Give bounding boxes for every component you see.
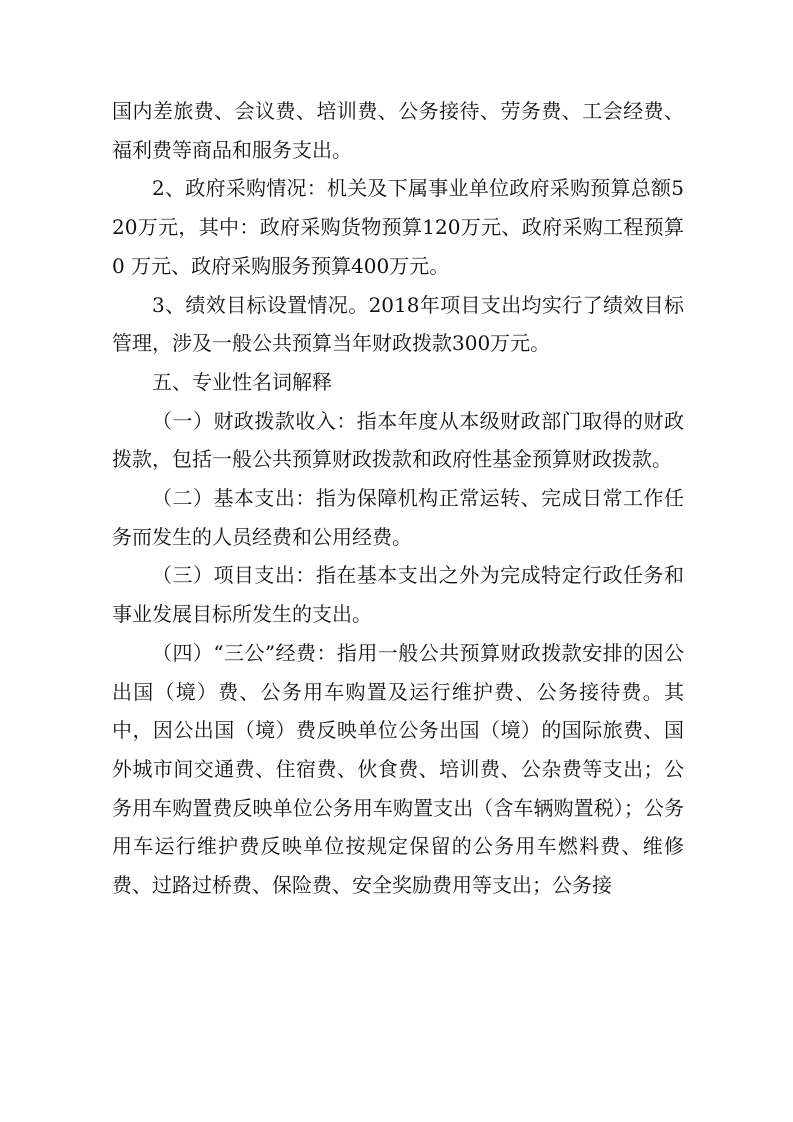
paragraph-government-procurement: 2、政府采购情况：机关及下属事业单位政府采购预算总额520万元，其中：政府采购货物预算120万元、政府采购工程预算 0 万元、政府采购服务预算400万元。 [112,176,684,278]
paragraph-project-expenditure: （三）项目支出：指在基本支出之外为完成特定行政任务和事业发展目标所发生的支出。 [112,563,684,627]
paragraph-basic-expenditure: （二）基本支出：指为保障机构正常运转、完成日常工作任务而发生的人员经费和公用经费。 [112,486,684,549]
paragraph-three-public-expenses: （四）“三公”经费：指用一般公共预算财政拨款安排的因公出国（境）费、公务用车购置及运行维护费、公务接待费。其中，因公出国（境）费反映单位公务出国（境）的国际旅费、国外城市间交通费、住宿费、伙食费、培训费、公杂费等支出；公务用车购置费反映单位公务用车购置支出（含车辆购置税）；公务用车运行维护费反映单位按规定保留的公务用车燃料费、维修费、过路过桥费、保险费、安全奖励费用等支出；公务接 [112,640,684,898]
document-body [112,92,684,905]
paragraph-fiscal-appropriation: （一）财政拨款收入：指本年度从本级财政部门取得的财政拨款，包括一般公共预算财政拨款和政府性基金预算财政拨款。 [112,408,684,472]
paragraph-performance-targets: 3、绩效目标设置情况。2018年项目支出均实行了绩效目标管理，涉及一般公共预算当年财政拨款300万元。 [112,292,684,356]
paragraph-expense-list: 国内差旅费、会议费、培训费、公务接待、劳务费、工会经费、福利费等商品和服务支出。 [112,99,684,162]
section-heading-terms: 五、专业性名词解释 [152,369,332,394]
